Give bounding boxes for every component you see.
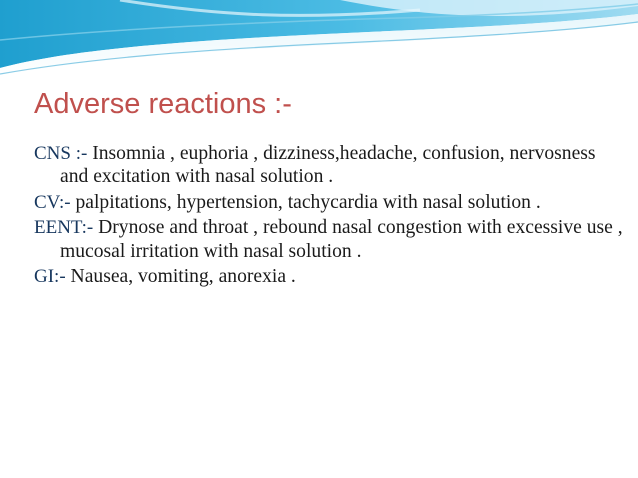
item-label: CNS :- — [34, 143, 88, 164]
item-label: EENT:- — [34, 217, 94, 239]
item-label: GI:- — [34, 266, 66, 288]
list-item — [34, 265, 624, 288]
item-label: CV:- — [34, 191, 71, 213]
slide-title: Adverse reactions :- — [34, 88, 292, 120]
list-item — [34, 142, 624, 189]
bullet-list — [34, 142, 624, 290]
item-text: Nausea, vomiting, anorexia . — [65, 266, 296, 288]
item-text: Drynose and throat , rebound nasal congestion with excessive use , mucosal irritation with nasal solution . — [60, 217, 623, 262]
list-item — [34, 216, 624, 263]
header-wave-decoration — [0, 0, 638, 80]
item-text: palpitations, hypertension, tachycardia with nasal solution . — [70, 191, 541, 213]
list-item — [34, 191, 624, 214]
item-text: Insomnia , euphoria , dizziness,headache, confusion, nervosness and excitation with nasal solution . — [60, 143, 596, 188]
